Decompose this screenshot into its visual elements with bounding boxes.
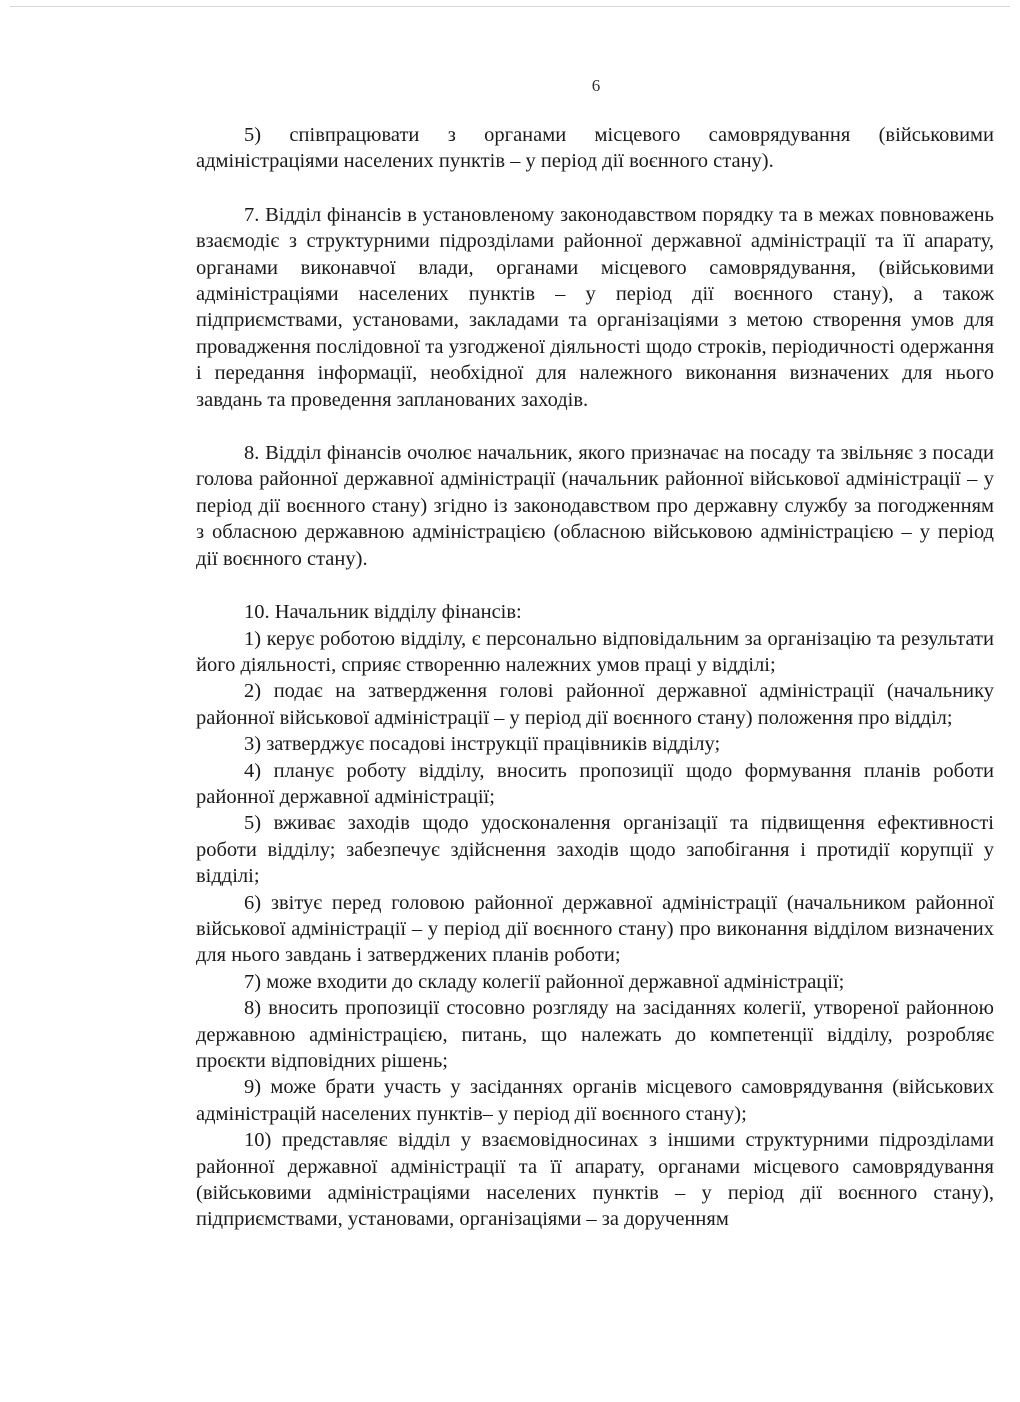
paragraph: 2) подає на затвердження голові районної державної адміністрації (начальнику районної військової адміністрації – у період дії воєнного стану) положення про відділ; [196, 680, 994, 729]
paragraph: 4) планує роботу відділу, вносить пропозиції щодо формування планів роботи районної державної адміністрації; [196, 759, 994, 808]
scan-edge-line [10, 6, 1010, 7]
paragraph: 9) може брати участь у засіданнях органів місцевого самоврядування (військових адміністрацій населених пунктів– у період дії воєнного стану); [196, 1076, 994, 1125]
page-number: 6 [591, 76, 601, 95]
paragraph: 8) вносить пропозиції стосовно розгляду на засіданнях колегії, утвореної районною державною адміністрацією, питань, що належать до компетенції відділу, розробляє проєкти відповідних рішень; [196, 997, 994, 1072]
paragraph: 5) вживає заходів щодо удосконалення організації та підвищення ефективності роботи відділу; забезпечує здійснення заходів щодо запобігання і протидії корупції у відділі; [196, 812, 994, 888]
paragraph: 6) звітує перед головою районної державної адміністрації (начальником районної військової адміністрації – у період дії воєнного стану) про виконання відділом визначених для нього завдань і затверджених планів роботи; [196, 891, 994, 967]
paragraph: 7) може входити до складу колегії районної державної адміністрації; [244, 970, 845, 993]
paragraph: 1) керує роботою відділу, є персонально відповідальним за організацію та результати його діяльності, сприяє створенню належних умов праці у відділі; [196, 627, 994, 676]
paragraph: 8. Відділ фінансів очолює начальник, якого призначає на посаду та звільняє з посади голова районної державної адміністрації (начальник районної військової адміністрації – у період дії воєнного стану) згідно із законодавством про державну службу за погодженням з обласною державною адміністрацією (обласною військовою адміністрацією – у період дії воєнного стану). [196, 442, 994, 570]
paragraph: 5) співпрацювати з органами місцевого самоврядування (військовими адміністраціями населених пунктів – у період дії воєнного стану). [196, 124, 994, 173]
paragraph: 7. Відділ фінансів в установленому законодавством порядку та в межах повноважень взаємодіє з структурними підрозділами районної державної адміністрації та її апарату, органами виконавчої влади, органами місцевого самоврядування, (військовими адміністраціями населених пунктів – у період дії воєнного стану), а також підприємствами, установами, закладами та організаціями з метою створення умов для провадження послідовної та узгодженої діяльності щодо строків, періодичності одержання і передання інформації, необхідної для належного виконання визначених для нього завдань та проведення запланованих заходів. [196, 203, 994, 411]
paragraph: 3) затверджує посадові інструкції працівників відділу; [244, 733, 721, 756]
paragraph: 10) представляє відділ у взаємовідносинах з іншими структурними підрозділами районної державної адміністрації та її апарату, органами місцевого самоврядування (військовими адміністраціями населених пунктів – у період дії воєнного стану), підприємствами, установами, організаціями – за дорученням [196, 1129, 994, 1231]
paragraph: 10. Начальник відділу фінансів: [244, 601, 522, 624]
document-body [196, 122, 994, 1233]
